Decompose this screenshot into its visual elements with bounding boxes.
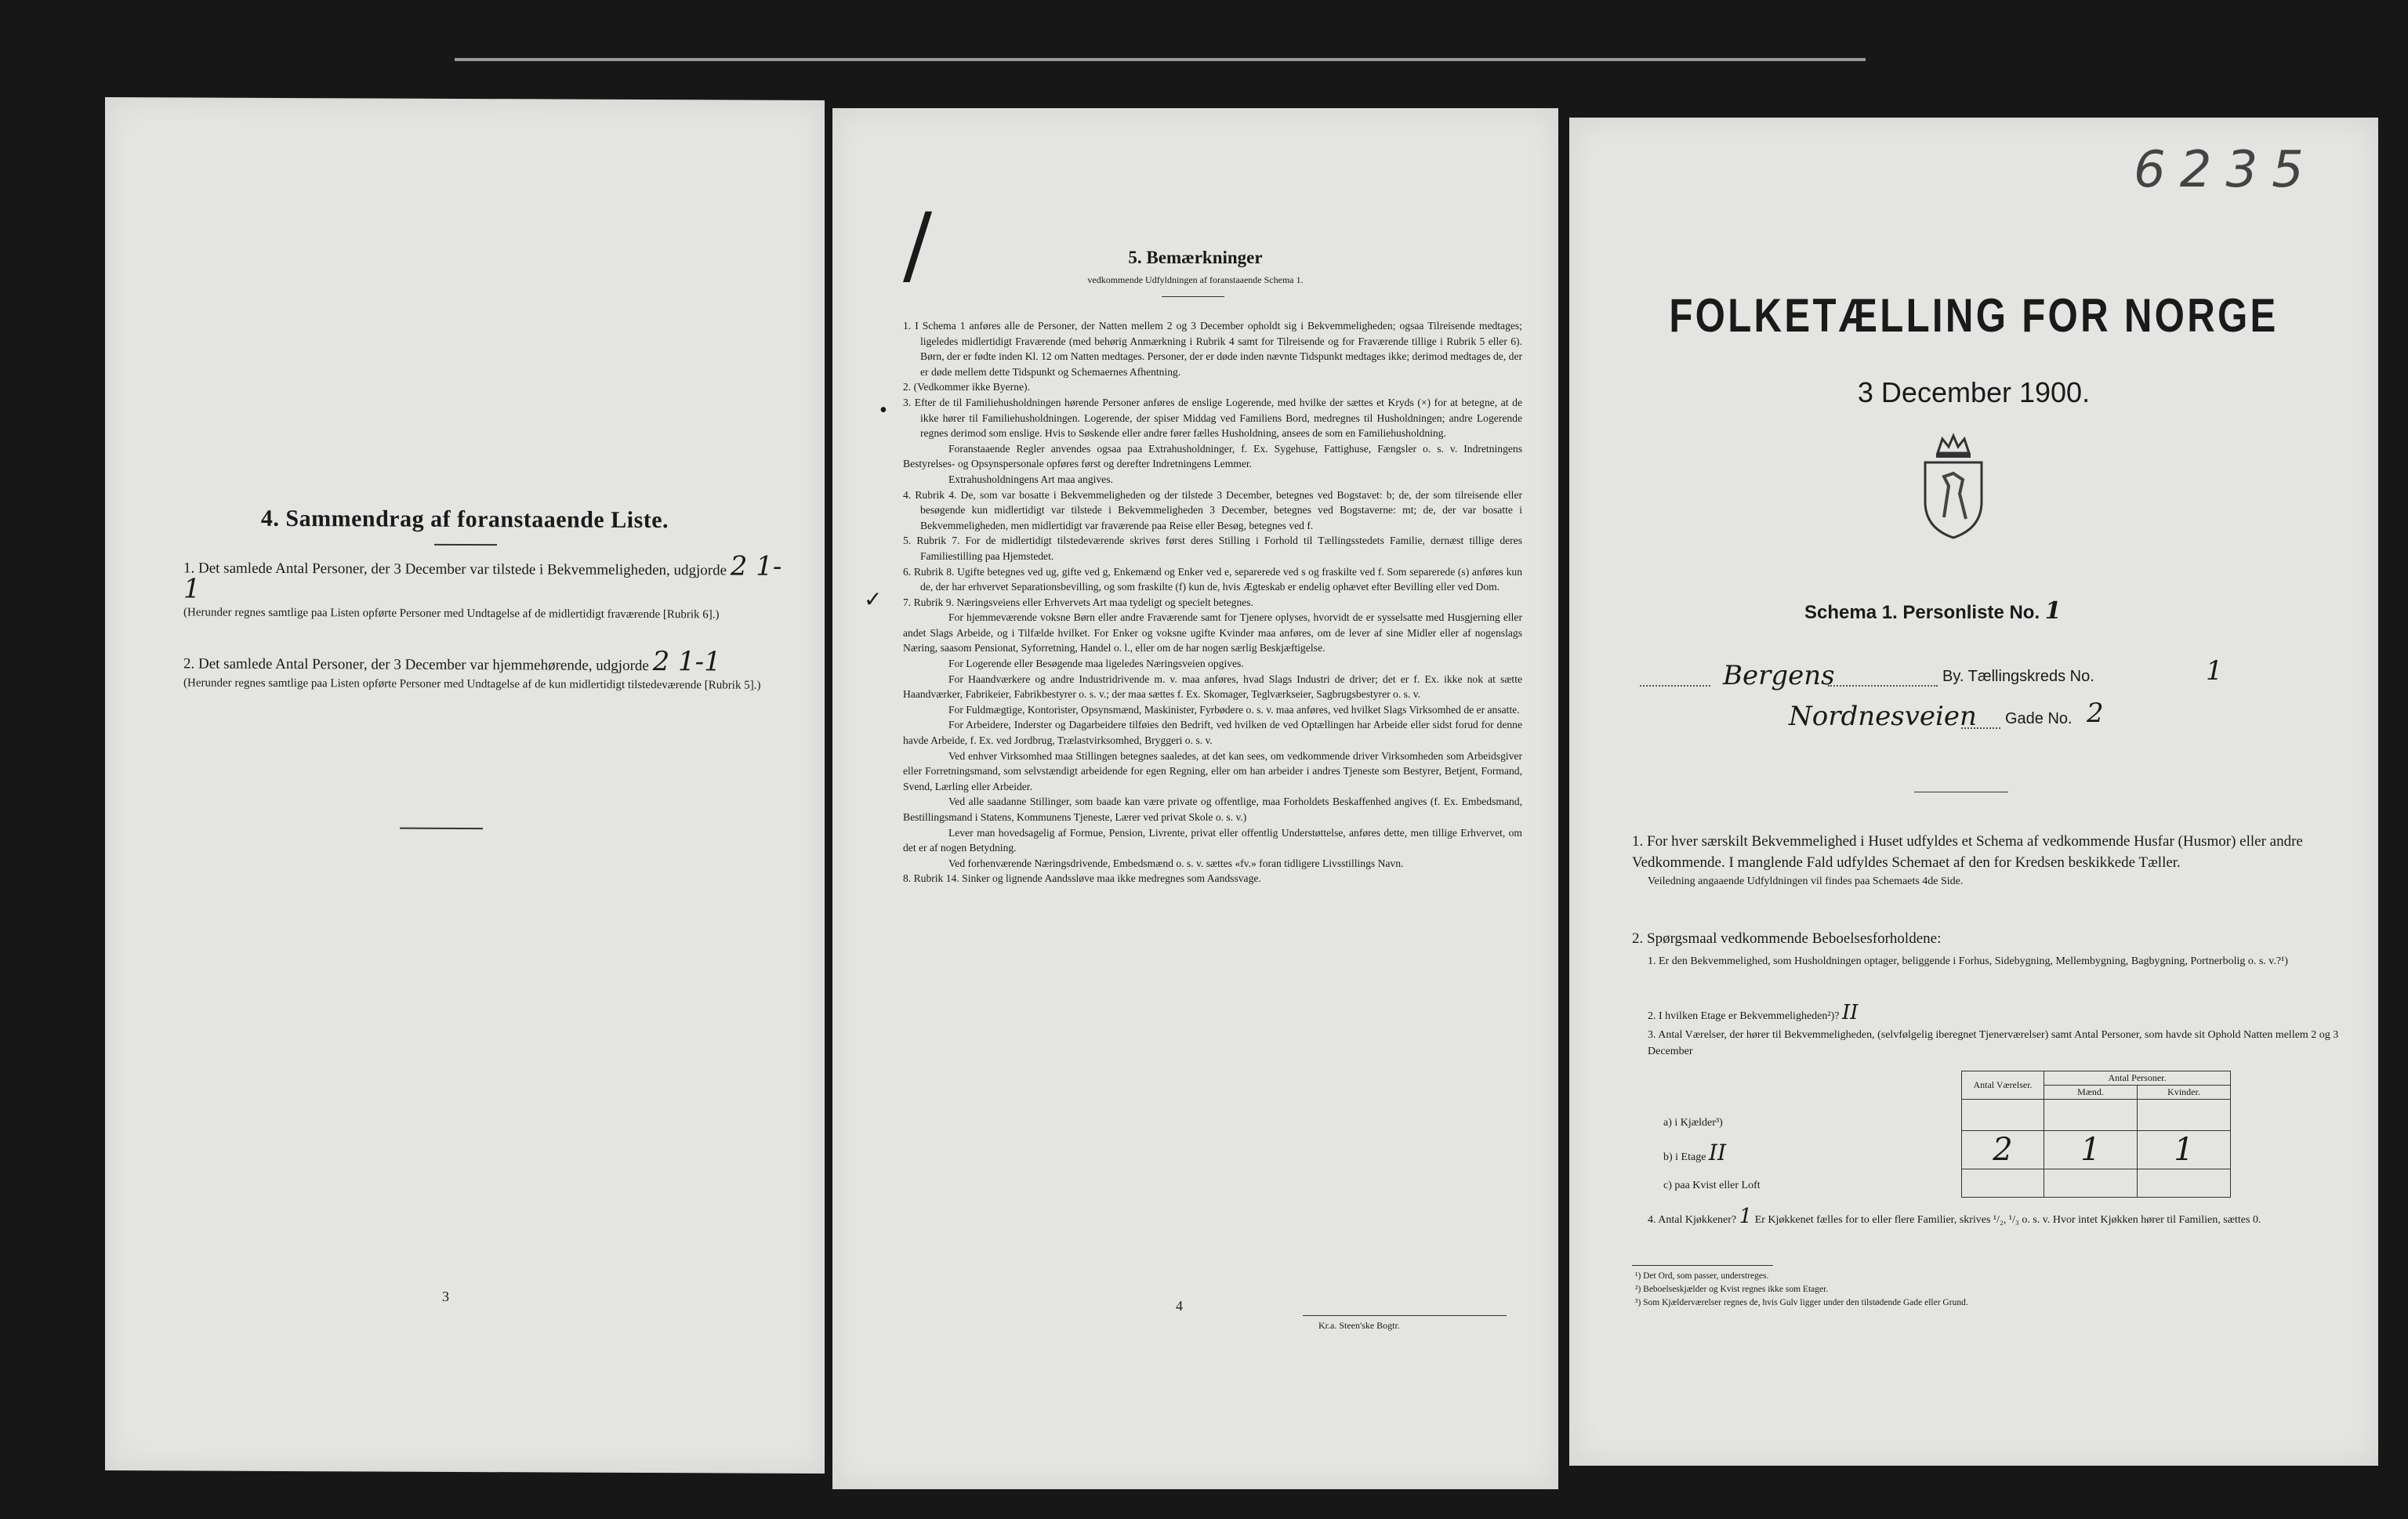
question-3: 3. Antal Værelser, der hører til Bekvemmeligheden, (selvfølgelig iberegnet Tjenerværelser) samt Antal Personer, som havde sit Ophold Natten mellem 2 og 3 December [1648, 1029, 2339, 1057]
remark-7-d: For Fuldmægtige, Kontorister, Opsynsmænd, Maskinister, Fyrbødere o. s. v. maa anføres, ved hvilket Slags Virksomhed de er ansatte. [948, 703, 1520, 716]
city-dots [1640, 685, 1710, 687]
archive-number: 6235 [2134, 141, 2318, 199]
row-a-label: a) i Kjælder³) [1663, 1117, 1723, 1129]
pencil-mark: / [903, 194, 933, 295]
row-c-label: c) paa Kvist eller Loft [1663, 1180, 1761, 1191]
question-2-handwriting: II [1841, 1001, 1859, 1024]
remark-3: 3. Efter de til Familiehusholdningen hørende Personer anføres de enslige Logerende, med hvilke der sættes et Kryds (×) for at betegne, at de ikke hører til Familiehusholdningen. Logerende, der spiser Middag ved Familiens Bord, medregnes til Husholdningen; andre Logerende regnes derimod som enslige. Hvis to Søskende eller andre fører fælles Husholdning, ansees de som en Familiehusholdning. [903, 396, 1522, 440]
kreds-handwriting: 1 [2206, 655, 2223, 687]
rooms-persons-table [1961, 1071, 2231, 1198]
remark-4: 4. Rubrik 4. De, som var bosatte i Bekvemmeligheden og der tilstede 3 December, betegnes ved Bogstavet: b; de, der som tilreisende eller besøgende kun midlertidigt var tilstede i Bekvemmeligheden 3 December, betegnes ved Bogstaverne: mt; de, der var bosatte i Bekvemmeligheden, men midlertidigt var fraværende paa Reise eller Besøg, betegnes ved f. [903, 488, 1522, 531]
street-handwriting: Nordnesveien [1789, 701, 1977, 732]
th-women: Kvinder. [2138, 1086, 2231, 1100]
row-b-handwriting: II [1708, 1140, 1727, 1166]
remark-7-a: For hjemmeværende voksne Børn eller andre Fraværende samt for Tjenere oplyses, hvorvidt de er sysselsatte med Husgjerning eller andet Slags Arbeide, og i Tilfælde hvilket. For Enker og voksne ugifte Kvinder maa anføres, om de lever af sine Midler eller af nogenslags Næring, saasom Pensionat, Syforretning, Handel o. l., eller om de har nogen særlig Beskjæftigelse. [903, 611, 1522, 654]
women-value: 1 [2138, 1131, 2231, 1169]
summary-heading: 4. Sammendrag af foranstaaende Liste. [260, 505, 669, 534]
question-4-rest: Er Kjøkkenet fælles for to eller flere Familier, skrives ¹/₂, ¹/₃ o. s. v. Hvor intet Kjøkken hører til Familien, sættes 0. [1754, 1214, 2261, 1226]
remark-7-e: For Arbeidere, Inderster og Dagarbeidere tilføies den Bedrift, ved hvilken de ved Optællingen har Arbeide eller sidst forud for denne havde Arbeide, f. Ex. ved Jordbrug, Trælastvirksomhed, Bryggeri o. s. v. [903, 719, 1522, 747]
summary-item-1-text: 1. Det samlede Antal Personer, der 3 December var tilstede i Bekvemmeligheden, udgjorde [183, 560, 727, 579]
street-number-handwriting: 2 [2087, 698, 2104, 729]
footnote-3: ³) Som Kjælderværelser regnes de, hvis Gulv ligger under den tilstødende Gade eller Grund. [1635, 1298, 1968, 1307]
schema-line [1804, 597, 2062, 625]
th-rooms: Antal Værelser. [1962, 1071, 2044, 1100]
remark-7-i: Ved forhenværende Næringsdrivende, Embedsmænd o. s. v. sættes «fv.» foran tidligere Livsstillings Navn. [948, 857, 1404, 869]
remark-3-art: Extrahusholdningens Art maa angives. [948, 473, 1113, 485]
men-value: 1 [2044, 1131, 2138, 1169]
summary-item-2-handwriting: 2 1-1 [652, 646, 721, 678]
page-4 [832, 108, 1558, 1489]
remark-1: 1. I Schema 1 anføres alle de Personer, der Natten mellem 2 og 3 December opholdt sig i Bekvemmeligheden; ogsaa Tilreisende medtages; ligeledes midlertidigt Fraværende (med behørig Anmærkning i Rubrik 4 samt for Tilreisende og for Fraværende tillige i Rubrik 5 eller 6). Børn, der er fødte inden Kl. 12 om Natten medtages. Personer, der er døde inden nævnte Tidspunkt medtages ikke; derimod medtages de, der er døde mellem dette Tidspunkt og Schemaernes Afhentning. [903, 320, 1522, 378]
footnote-1: ¹) Det Ord, som passer, understreges. [1635, 1271, 1769, 1281]
question-2-text: 2. I hvilken Etage er Bekvemmeligheden²)? [1648, 1010, 1840, 1022]
street-dots [1961, 727, 2000, 729]
page-1 [1569, 118, 2378, 1466]
city-dots-2 [1828, 685, 1938, 687]
instruction-1-note: Veiledning angaaende Udfyldningen vil findes paa Schemaets 4de Side. [1648, 876, 1964, 887]
remarks-heading: 5. Bemærkninger [1128, 248, 1263, 267]
remarks-list [903, 318, 1522, 886]
summary-item-1-note: (Herunder regnes samtlige paa Listen opførte Personer med Undtagelse af de midlertidigt fraværende [Rubrik 6].) [183, 606, 720, 622]
footnote-2: ²) Beboelseskjælder og Kvist regnes ikke som Etager. [1635, 1285, 1829, 1294]
question-4-handwriting: 1 [1739, 1205, 1753, 1228]
footnotes [1635, 1270, 1968, 1310]
summary-item-2-text: 2. Det samlede Antal Personer, der 3 December var hjemmehørende, udgjorde [183, 655, 649, 675]
margin-tick-1: • [879, 398, 887, 422]
question-2 [1648, 1001, 1883, 1024]
instruction-1 [1632, 831, 2361, 890]
question-1: 1. Er den Bekvemmelighed, som Husholdningen optager, beliggende i Forhus, Sidebygning, Mellembygning, Bagbygning, Portnerbolig o. s. v.?¹) [1648, 955, 2288, 967]
remark-5: 5. Rubrik 7. For de midlertidigt tilstedeværende skrives først deres Stilling i Forhold til Tællingsstedets Familie, dernæst tillige deres Familiestilling paa Hjemstedet. [903, 535, 1522, 562]
instruction-1-text: 1. For hver særskilt Bekvemmelighed i Huset udfyldes et Schema af vedkommende Husfar (Husmor) eller andre Vedkommende. I manglende Fald udfyldes Schemaet af den for Kredsen beskikkede Tæller. [1632, 833, 2303, 871]
summary-item-2-note: (Herunder regnes samtlige paa Listen opførte Personer med Undtagelse af de kun midlertidigt tilstedeværende [Rubrik 5].) [183, 676, 761, 692]
row-b-text: b) i Etage [1663, 1151, 1706, 1163]
coat-of-arms-icon [1914, 431, 1993, 541]
city-handwriting: Bergens [1723, 660, 1835, 691]
remark-7-g: Ved alle saadanne Stillinger, som baade kan være private og offentlige, maa Forholdets Beskaffenhed angives (f. Ex. Embedsmand, Bestillingsmand i Statens, Kommunens Tjeneste, Lærer ved privat Skole o. s. v.) [903, 796, 1522, 823]
street-label: Gade No. [2005, 710, 2073, 727]
remark-3-extra: Foranstaaende Regler anvendes ogsaa paa Extrahusholdninger, f. Ex. Sygehuse, Fattighuse, Fængsler o. s. v. Indretningens Bestyrelses- og Opsynspersonale opføres først og derefter Indretningens Lemmer. [903, 442, 1522, 470]
remark-2: 2. (Vedkommer ikke Byerne). [903, 381, 1030, 393]
page-3 [105, 97, 825, 1474]
instruction-2: 2. Spørgsmaal vedkommende Beboelsesforholdene: [1632, 930, 1942, 947]
city-label: By. Tællingskreds No. [1942, 668, 2094, 685]
schema-number-handwriting: 1 [2044, 597, 2062, 625]
summary-item-2 [183, 646, 795, 694]
census-title: FOLKETÆLLING FOR NORGE [1669, 289, 2279, 342]
margin-tick-2: ✓ [864, 588, 883, 612]
remark-7-h: Lever man hovedsagelig af Formue, Pension, Livrente, privat eller offentlig Understøttelse, anføres dette, men tillige Erhvervet, om det er af nogen Betydning. [903, 826, 1522, 854]
question-4-text: 4. Antal Kjøkkener? [1648, 1214, 1737, 1226]
schema-label: Schema 1. Personliste No. [1804, 602, 2040, 623]
remark-6: 6. Rubrik 8. Ugifte betegnes ved ug, gifte ved g, Enkemænd og Enker ved e, separerede ved s og fraskilte ved f. Som separerede (s) anføres kun de, der har erhvervet Separationsbevilling, og som fraskilte (f) kun de, hvis Ægteskab er endelig ophævet efter Bevilling eller ved Dom. [903, 565, 1522, 593]
remark-8: 8. Rubrik 14. Sinker og lignende Aandssløve maa ikke medregnes som Aandssvage. [903, 872, 1261, 885]
row-b-label [1663, 1140, 1727, 1166]
printer-imprint: Kr.a. Steen'ske Bogtr. [1318, 1320, 1400, 1331]
th-men: Mænd. [2044, 1086, 2138, 1100]
th-persons: Antal Personer. [2044, 1071, 2231, 1086]
summary-item-1 [183, 550, 795, 623]
remark-7: 7. Rubrik 9. Næringsveiens eller Erhvervets Art maa tydeligt og specielt betegnes. [903, 596, 1253, 608]
summary-item-1-handwriting: 2 1-1 [183, 550, 782, 605]
footnote-rule [1632, 1265, 1773, 1266]
printer-rule [1303, 1315, 1507, 1316]
remarks-rule [1162, 296, 1224, 297]
page-number-4: 4 [1176, 1298, 1183, 1314]
remark-7-f: Ved enhver Virksomhed maa Stillingen betegnes saaledes, at det kan sees, om vedkommende driver Virksomheden som Arbeidsgiver eller Forretningsmand, som selvstændigt arbeidende for egen Regning, eller om han arbeider i andres Tjeneste som Bestyrer, Betjent, Formand, Svend, Lærling eller Arbeider. [903, 749, 1522, 792]
census-date: 3 December 1900. [1857, 376, 2091, 408]
remarks-subheading: vedkommende Udfyldningen af foranstaaende Schema 1. [1087, 274, 1304, 285]
page-number-3: 3 [442, 1288, 449, 1304]
remark-7-c: For Haandværkere og andre Industridrivende m. v. maa anføres, hvad Slags Industri de driver; det er f. Ex. ikke nok at sætte Haandværker, Fabrikeier, Fabrikbestyrer o. s. v.; der maa sættes f. Ex. Skomager, Teglværkseier, Sagbrugsbestyrer o. s. v. [903, 672, 1522, 701]
rooms-value: 2 [1962, 1131, 2044, 1169]
separator-rule [400, 828, 483, 829]
question-4 [1648, 1205, 2353, 1228]
heading-rule [434, 544, 497, 546]
remark-7-b: For Logerende eller Besøgende maa ligeledes Næringsveien opgives. [948, 658, 1244, 670]
top-edge-line [455, 58, 1866, 61]
